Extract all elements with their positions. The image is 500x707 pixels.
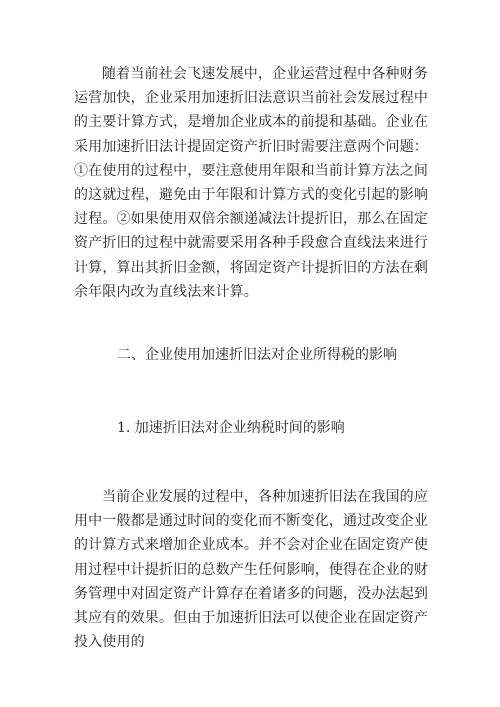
- body-paragraph-depreciation-notes: 随着当前社会飞速发展中，企业运营过程中各种财务运营加快，企业采用加速折旧法意识当前社会发展过程中的主要计算方式，是增加企业成本的前提和基础。企业在采用加速折旧法计提固定资产折旧时需要注意两个问题：①在使用的过程中，要注意使用年限和当前计算方法之间的这就过程，避免由于年限和计算方式的变化引起的影响过程。②如果使用双倍余额递减法计提折旧，那么在固定资产折旧的过程中就需要采用各种手段愈合直线法来进行计算，算出其折旧金额，将固定资产计提折旧的方法在剩余年限内改为直线法来计算。: [74, 66, 428, 300]
- body-paragraph-tax-timing: 当前企业发展的过程中，各种加速折旧法在我国的应用中一般都是通过时间的变化而不断变化，通过改变企业的计算方式来增加企业成本。并不会对企业在固定资产使用过程中计提折旧的总数产生任何影响，使得在企业的财务管理中对固定资产计算存在着诸多的问题，没办法起到其应有的效果。但由于加速折旧法可以使企业在固定资产投入使用的: [74, 489, 428, 651]
- section-heading: 二、企业使用加速折旧法对企业所得税的影响: [117, 347, 397, 363]
- subsection-heading: 1. 加速折旧法对企业纳税时间的影响: [117, 420, 345, 436]
